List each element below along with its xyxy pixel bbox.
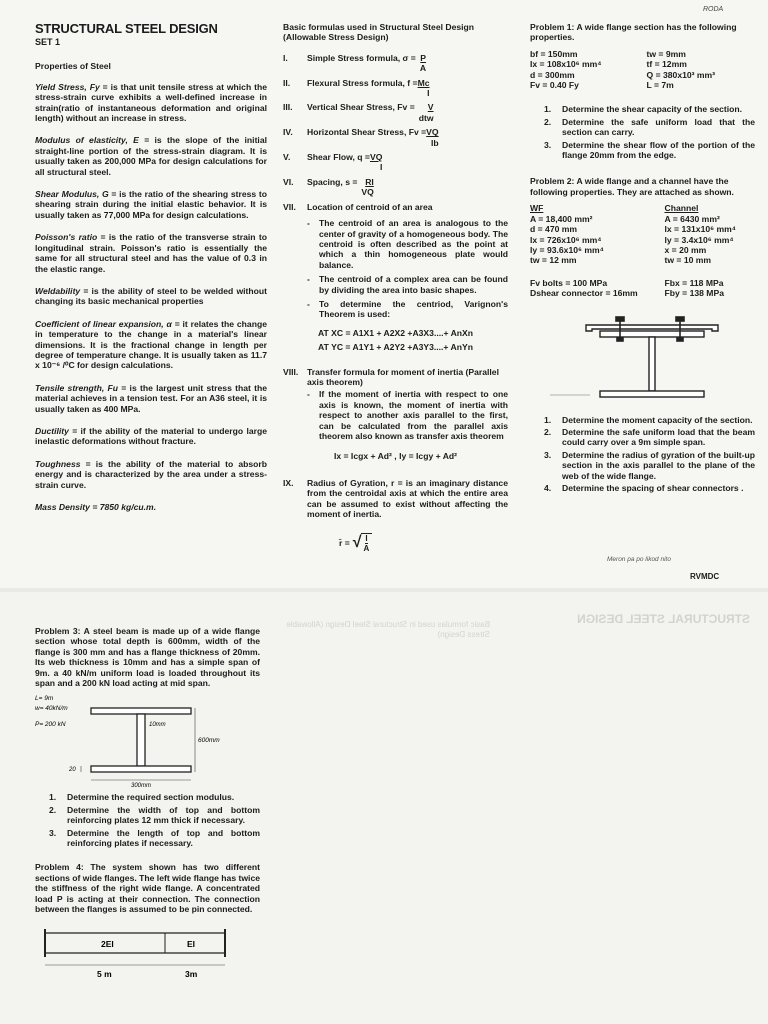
formula-label: Spacing, s =	[307, 176, 358, 187]
mass-density: Mass Density = 7850 kg/cu.m.	[35, 502, 157, 512]
bleed-through-formulas: Basic formulas used in Structural Steel Design (Allowable Stress Design)	[286, 620, 490, 639]
allowable-value: Fbx = 118 MPa	[664, 277, 724, 288]
column-problem3	[35, 626, 260, 983]
ibeam-bottom-flange	[91, 766, 191, 772]
centroid-note-text: To determine the centriod, Varignon's Theorem is used:	[319, 298, 508, 320]
definitions-list	[35, 82, 267, 490]
hand-span: L= 9m	[35, 695, 54, 703]
definition-item	[35, 426, 267, 447]
definition-term: Toughness	[35, 458, 81, 469]
definition-text: = if the ability of the material to undergo large inelastic deformations without fracture.	[35, 425, 267, 447]
definition-term: Weldability	[35, 285, 81, 296]
question-number: 3.	[544, 139, 552, 150]
formula-fraction	[416, 53, 426, 74]
formula-number: V.	[283, 152, 291, 163]
property-value: Ix = 108x10⁶ mm⁴	[530, 59, 602, 70]
dash-marker: -	[307, 218, 310, 229]
formula-label: Flexural Stress formula, f =	[307, 77, 418, 88]
definition-text: = is the ratio of the transverse strain to longitudinal strain. Poisson's ratio is essentially the same for all structural steel and has the value of 0.3 in the elastic range.	[35, 232, 267, 274]
definition-text: = is the ratio of the shearing stress to shearing strain during the initial elastic behavior. It is usually taken as 77,000 MPa for design calculations.	[35, 189, 267, 220]
channel-property: tw = 10 mm	[664, 255, 712, 266]
definition-item	[35, 383, 267, 414]
section-heading: Properties of Steel	[35, 61, 111, 72]
question-text: Determine the width of top and bottom reinforcing plates 12 mm thick if necessary.	[67, 804, 260, 826]
formula-body	[307, 102, 434, 123]
definition-item	[35, 232, 267, 274]
formula-list	[283, 53, 508, 198]
definition-term: Yield Stress, Fy	[35, 81, 100, 92]
question-text: Determine the shear flow of the portion of the flange 20mm from the edge.	[562, 139, 755, 161]
definition-text: = is that unit tensile stress at which the stress-strain curve exhibits a well-defined increase in strain(ratio of instantaneous deformation and original length) without an increase in stress.	[35, 81, 268, 124]
channel-shape	[586, 325, 718, 331]
formula-number: III.	[283, 102, 293, 113]
definition-term: Coefficient of linear expansion, α	[35, 318, 172, 329]
centroid-note	[307, 218, 508, 270]
dash-marker: -	[307, 274, 310, 285]
question-number: 1.	[49, 792, 57, 803]
property-value: L = 7m	[646, 80, 674, 91]
question-text: Determine the moment capacity of the section.	[562, 414, 753, 425]
left-stiffness-label: 2EI	[101, 938, 114, 949]
formula-fraction	[415, 102, 434, 123]
formula-body	[307, 152, 382, 173]
definition-item	[35, 459, 267, 490]
wf-heading: WF	[530, 203, 544, 214]
formula-denominator: A	[419, 63, 427, 74]
formula-row	[283, 102, 508, 123]
ibeam-top-flange	[91, 708, 191, 714]
wf-top-flange	[600, 331, 704, 337]
problem1-questions	[544, 104, 755, 160]
wf-property: Iy = 93.6x10⁶ mm⁴	[530, 244, 604, 255]
property-value: Q = 380x10³ mm³	[646, 69, 716, 80]
question-text: Determine the safe uniform load that the beam could carry over a 9m simple span.	[562, 426, 755, 448]
ibeam-figure	[35, 692, 260, 788]
channel-property: x = 20 mm	[664, 244, 707, 255]
formula-numerator: P	[420, 52, 427, 63]
formula-fraction	[370, 152, 382, 173]
question-number: 1.	[544, 104, 552, 115]
formula-fraction	[357, 177, 373, 198]
question-item	[544, 483, 755, 493]
problem1-title: Problem 1: A wide flange section has the following properties.	[530, 22, 737, 43]
corner-note: RODA	[703, 6, 724, 13]
hand-depth: 600mm	[198, 737, 220, 745]
channel-property: A = 6430 mm²	[664, 213, 720, 224]
question-item	[544, 140, 755, 161]
hand-tf: 20	[69, 767, 76, 774]
question-text: Determine the radius of gyration of the built-up section in the axis parallel to the plane of the web of the wide flange.	[562, 449, 755, 481]
hand-load: w= 40kN/m	[35, 705, 68, 713]
definition-text: = it relates the change in temperature to the change in a material's linear dimensions. It is the fractional change in length per degree of temperature change. It is usually taken as 11.7 x 10⁻⁶ /⁰C for design calculations.	[35, 318, 267, 371]
formula-label: Vertical Shear Stress, Fv =	[307, 102, 415, 113]
question-number: 3.	[544, 449, 552, 460]
hand-web: 10mm	[149, 722, 166, 729]
formula-row	[283, 53, 508, 74]
formula-label: Simple Stress formula, σ =	[307, 52, 416, 63]
question-text: Determine the required section modulus.	[67, 792, 235, 803]
problem2-allowables	[530, 278, 755, 299]
bottom-page	[0, 592, 768, 1024]
formula-numerator: V	[427, 102, 434, 113]
question-item	[544, 427, 755, 448]
problem3-questions	[49, 792, 260, 848]
question-item	[544, 450, 755, 481]
question-item	[544, 104, 755, 114]
centroid-note	[307, 274, 508, 295]
problem4-title: Problem 4: The system shown has two different sections of wide flanges. The left wide flange has twice the stiffness of the right wide flange. A concentrated load P is acting at their connection. The connection between the flanges is assumed to be pin connected.	[35, 862, 260, 915]
definition-item	[35, 286, 267, 307]
formula-label: Horizontal Shear Stress, Fv =	[307, 127, 427, 138]
formula-fraction	[418, 78, 430, 99]
wf-property: Ix = 726x10⁶ mm⁴	[530, 234, 602, 245]
definition-term: Poisson's ratio	[35, 232, 98, 243]
formula-row	[283, 177, 508, 198]
centroid-note	[307, 299, 508, 320]
formula-row	[283, 78, 508, 99]
question-text: Determine the spacing of shear connectors .	[562, 482, 744, 493]
definition-text: = is the largest unit stress that the material achieves in a tension test. For an A36 steel, it is usually taken as 400 MPa.	[35, 382, 267, 414]
formula-body	[307, 78, 430, 99]
question-text: Determine the length of top and bottom reinforcing plates if necessary.	[67, 827, 260, 849]
property-value: Fv = 0.40 Fy	[530, 80, 579, 91]
definition-term: Shear Modulus, G	[35, 189, 109, 200]
left-length-label: 5 m	[97, 968, 112, 979]
gyration-formula: r̄ = √ I A	[339, 533, 508, 553]
problem1-properties	[530, 49, 755, 91]
column-problems	[530, 22, 755, 495]
allowable-value: Fby = 138 MPa	[664, 288, 724, 299]
question-number: 2.	[49, 804, 57, 815]
allowable-value: Fv bolts = 100 MPa	[530, 277, 608, 288]
handwritten-note: Meron pa po likod nito	[607, 556, 671, 563]
bleed-through-title: STRUCTURAL STEEL DESIGN	[577, 612, 750, 626]
transfer-heading: VIII. Transfer formula for moment of inertia (Parallel axis theorem)	[283, 366, 499, 387]
question-item	[49, 805, 260, 826]
varignon-x: AT XC = A1X1 + A2X2 +A3X3....+ AnXn	[317, 327, 474, 338]
formula-denominator: dtw	[418, 112, 434, 123]
formulas-title: Basic formulas used in Structural Steel Design (Allowable Stress Design)	[283, 22, 475, 43]
formula-number: II.	[283, 77, 291, 88]
hand-point-load: P= 200 kN	[35, 721, 66, 729]
set-label: SET 1	[35, 37, 61, 47]
formula-denominator: I	[380, 162, 383, 173]
question-text: Determine the safe uniform load that the section can carry.	[562, 116, 755, 138]
formula-numerator: VQ	[426, 127, 439, 138]
question-number: 2.	[544, 116, 552, 127]
problem2-questions	[544, 415, 755, 494]
wf-property: tw = 12 mm	[530, 255, 577, 266]
wf-property: A = 18,400 mm²	[530, 213, 593, 224]
centroid-heading: VII. Location of centroid of an area	[283, 201, 433, 212]
question-item	[544, 117, 755, 138]
question-number: 1.	[544, 414, 552, 425]
definition-item	[35, 189, 267, 220]
formula-row	[283, 127, 508, 148]
question-item	[49, 828, 260, 849]
formula-number: VI.	[283, 176, 294, 187]
question-item	[49, 792, 260, 802]
column-formulas	[283, 22, 508, 553]
question-text: Determine the shear capacity of the section.	[562, 104, 743, 115]
definition-text: = is the ability of steel to be welded without changing its basic mechanical properties	[35, 285, 267, 307]
right-stiffness-label: EI	[187, 938, 196, 949]
formula-fraction	[426, 127, 438, 148]
definition-text: = is the slope of the initial straight-line portion of the stress-strain diagram. It is usually taken as 200,000 MPa for design calculations for all structural steel.	[35, 135, 267, 177]
definition-text: = is the ability of the material to absorb energy and is characterized by the area under a stress-strain curve.	[35, 458, 267, 490]
definition-term: Tensile strength, Fu	[35, 382, 119, 393]
hand-bf: 300mm	[131, 783, 152, 789]
beam-system-figure	[35, 923, 260, 983]
definition-item	[35, 82, 267, 124]
transfer-text: If the moment of inertia with respect to one axis is known, the moment of inertia with respect to another axis parallel to the first, can be calculated from the parallel axis theorem also known as transfer axis theorem	[319, 389, 508, 441]
centroid-notes	[307, 218, 508, 320]
formula-number: I.	[283, 52, 288, 63]
formula-body	[307, 127, 439, 148]
formula-numerator: Mc	[417, 77, 430, 88]
property-value: tw = 9mm	[646, 48, 686, 59]
dash-marker: -	[307, 298, 310, 309]
property-value: bf = 150mm	[530, 48, 578, 59]
allowable-value: Dshear connector = 16mm	[530, 288, 638, 299]
right-length-label: 3m	[185, 968, 198, 979]
formula-row	[283, 152, 508, 173]
builtup-section-figure	[530, 303, 755, 411]
sqrt-icon: √	[352, 534, 362, 552]
question-number: 4.	[544, 482, 552, 493]
channel-property: Iy = 3.4x10⁶ mm⁴	[664, 234, 734, 245]
definition-term: Modulus of elasticity, E	[35, 135, 139, 146]
definition-item	[35, 135, 267, 177]
formula-label: Shear Flow, q =	[307, 152, 370, 163]
formula-numerator: RI	[365, 176, 374, 187]
definition-item	[35, 319, 267, 371]
gyration-heading: IX. Radius of Gyration, r = is an imaginary distance from the centroidal axis at which the entire area can be assumed to exist without affecting the moment of inertia.	[283, 477, 508, 520]
problem3-title: Problem 3: A steel beam is made up of a wide flange section whose total depth is 600mm, width of the flange is 300 mm and has a flange thickness of 20mm. Its web thickness is 10mm and has a simple span of 9m. a 40 kN/m uniform load is loaded throughout its span and a 200 kN load acting at mid span.	[35, 626, 260, 689]
formula-denominator: I	[427, 88, 430, 99]
problem2-properties	[530, 203, 755, 265]
wf-property: d = 470 mm	[530, 224, 578, 235]
formula-body	[307, 53, 426, 74]
page-title: STRUCTURAL STEEL DESIGN	[35, 21, 218, 36]
ibeam-web	[137, 714, 145, 766]
centroid-note-text: The centroid of a complex area can be found by dividing the area into basic shapes.	[319, 274, 508, 295]
formula-denominator: VQ	[361, 187, 374, 198]
formula-numerator: VQ	[369, 152, 383, 163]
column-properties	[35, 22, 267, 512]
channel-heading: Channel	[664, 203, 699, 214]
formula-denominator: Ib	[430, 137, 439, 148]
wf-bottom-flange	[600, 391, 704, 397]
question-number: 2.	[544, 426, 552, 437]
problem2-title: Problem 2: A wide flange and a channel have the following properties. They are attached as shown.	[530, 176, 734, 197]
channel-property: Ix = 131x10⁶ mm⁴	[664, 224, 737, 235]
formula-number: IV.	[283, 127, 293, 138]
question-number: 3.	[49, 827, 57, 838]
centroid-note-text: The centroid of an area is analogous to the center of gravity of a homogeneous body. The centroid is often described as the point at which a thin homogeneous plate would balance.	[319, 218, 508, 270]
question-item	[544, 415, 755, 425]
transfer-formula: Ix = Icgx + Ad² , Iy = Icgy + Ad²	[333, 451, 458, 462]
property-value: tf = 12mm	[646, 59, 687, 70]
varignon-y: AT YC = A1Y1 + A2Y2 +A3Y3....+ AnYn	[318, 342, 473, 353]
definition-term: Ductility	[35, 425, 69, 436]
formula-body	[307, 177, 374, 198]
property-value: d = 300mm	[530, 69, 575, 80]
footer-mark: RVMDC	[690, 572, 720, 581]
wf-web	[649, 337, 655, 391]
transfer-notes: - If the moment of inertia with respect to one axis is known, the moment of inertia with respect to another axis parallel to the first, can be calculated from the parallel axis theorem also known as transfer axis theorem	[307, 389, 508, 441]
